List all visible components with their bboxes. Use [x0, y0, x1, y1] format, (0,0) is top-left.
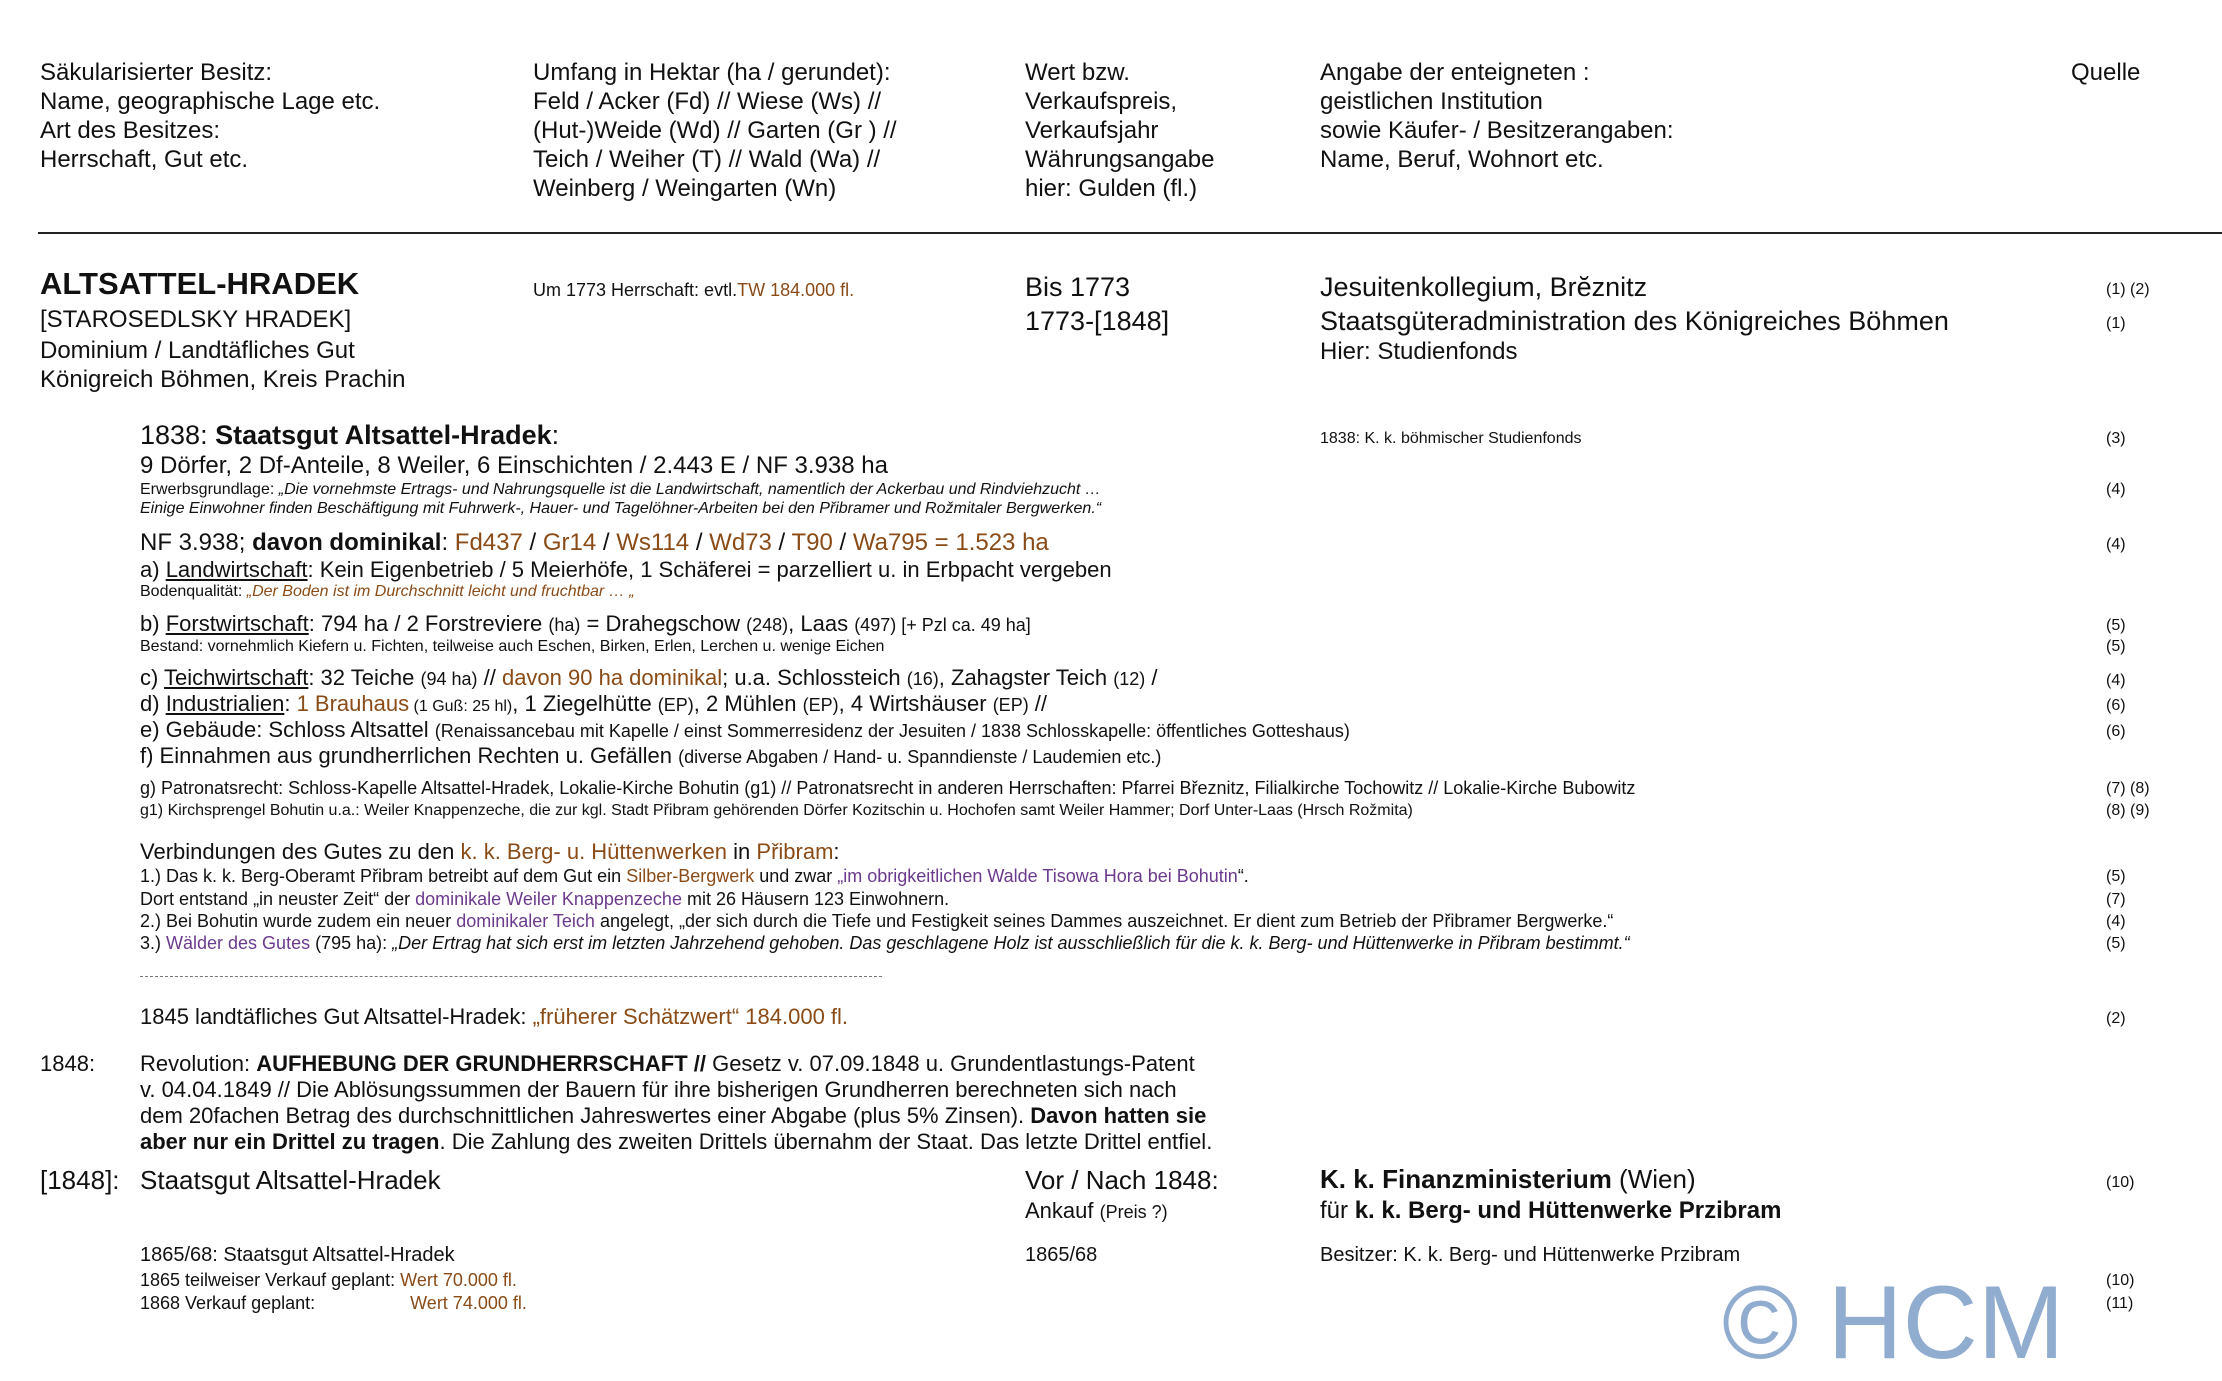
erwerb-quote: „Die vornehmste Ertrags- und Nahrungsquelle ist die Landwirtschaft, namentlich der Ackerbau und Rindviehzucht …: [278, 481, 1101, 498]
source-ref: (1): [2106, 315, 2126, 332]
source-ref: (4): [2106, 913, 2126, 930]
header-line: (Hut-)Weide (Wd) // Garten (Gr ) //: [533, 117, 897, 144]
dominikal: davon 90 ha dominikal: [501, 665, 723, 690]
dominikaler-teich: dominikaler Teich: [456, 911, 595, 931]
sep: /: [522, 529, 543, 556]
header-line: Name, geographische Lage etc.: [40, 88, 381, 115]
section-1848-year: 1848:: [40, 1051, 96, 1076]
source-ref: (5): [2106, 935, 2126, 952]
estate-name: Staatsgut Altsattel-Hradek: [215, 420, 552, 450]
source-ref: (7): [2106, 891, 2126, 908]
header-col-angabe: [1320, 58, 1674, 174]
item-label: Forstwirtschaft: [165, 611, 309, 636]
item-label: Teichwirtschaft: [164, 665, 309, 690]
pribram: Přibram: [756, 839, 834, 864]
source-ref: (5): [2106, 617, 2126, 634]
header-line: Verkaufspreis,: [1025, 88, 1178, 115]
item-text: e) Gebäude: Schloss Altsattel: [140, 717, 435, 742]
item-text: , 2 Mühlen: [693, 691, 803, 716]
item-f: [140, 743, 1161, 769]
erwerb-line-2: Einige Einwohner finden Beschäftigung mit Fuhrwerk-, Hauer- und Tagelöhner-Arbeiten bei den Přibramer und Rožmitaler Bergwerken.“: [140, 500, 1102, 517]
header-line: sowie Käufer- / Besitzerangaben:: [1320, 117, 1674, 144]
quote: „im obrigkeitlichen Walde Tisowa Hora bei Bohutin: [837, 866, 1238, 886]
bold-text: aber nur ein Drittel zu tragen: [140, 1129, 440, 1154]
period-1: Bis 1773: [1025, 272, 1131, 302]
header-divider: [38, 232, 2222, 234]
sep: /: [832, 529, 853, 556]
text: angelegt, „der sich durch die Tiefe und Festigkeit seines Dammes auszeichnet. Er dient zum Betrieb der Přibramer Bergwerke.“: [594, 911, 1614, 931]
item-label: Landwirtschaft: [165, 557, 308, 582]
source-ref: (3): [2106, 430, 2126, 447]
section-1838-stats: 9 Dörfer, 2 Df-Anteile, 8 Weiler, 6 Einschichten / 2.443 E / NF 3.938 ha: [140, 452, 888, 479]
berg-huettenwerke: k. k. Berg- und Hüttenwerke Przibram: [1354, 1197, 1782, 1224]
boden-label: Bodenqualität:: [140, 583, 247, 600]
text: 1.) Das k. k. Berg-Oberamt Přibram betreibt auf dem Gut ein: [140, 866, 627, 886]
owner-2: Staatsgüteradministration des Königreiches Böhmen: [1320, 306, 1949, 336]
text: Revolution:: [140, 1051, 257, 1076]
count: (12): [1113, 669, 1146, 689]
source-ref: (5): [2106, 868, 2126, 885]
section-1848b-name: Staatsgut Altsattel-Hradek: [140, 1165, 441, 1195]
item-g: g) Patronatsrecht: Schloss-Kapelle Altsattel-Hradek, Lokalie-Kirche Bohutin (g1) // Patronatsrecht in anderen Herrschaften: Pfarrei Březnitz, Filialkirche Tochowitz // Lokalie-Kirche Bubowitz: [140, 778, 1636, 798]
text: in: [727, 839, 757, 864]
header-line: Art des Besitzes:: [40, 117, 221, 144]
bestand-line: Bestand: vornehmlich Kiefern u. Fichten, teilweise auch Eschen, Birken, Erlen, Lerchen u. wenige Eichen: [140, 638, 885, 655]
item-c: [140, 665, 1158, 691]
section-1868-line2: [140, 1293, 527, 1314]
colon: :: [441, 529, 455, 556]
verbindungen-heading: [140, 839, 840, 865]
header-line: Teich / Weiher (T) // Wald (Wa) //: [533, 146, 881, 173]
header-col-besitz: [40, 58, 380, 174]
count: (248): [746, 615, 789, 635]
section-1848b-fuer: [1320, 1197, 1781, 1225]
item-text: , 4 Wirtshäuser: [838, 691, 993, 716]
ep: (EP): [802, 695, 839, 715]
line: [140, 1051, 1212, 1077]
header-line: Angabe der enteigneten :: [1320, 59, 1590, 86]
text: Verbindungen des Gutes zu den: [140, 839, 461, 864]
header-line: Säkularisierter Besitz:: [40, 59, 273, 86]
nf-gr: Gr14: [542, 529, 597, 556]
header-line: hier: Gulden (fl.): [1025, 175, 1198, 202]
line: [140, 1103, 1212, 1129]
entry-size: [533, 280, 854, 301]
sep: /: [689, 529, 710, 556]
text: 3.): [140, 933, 167, 953]
prefix: a): [140, 557, 166, 582]
entry-type: Dominium / Landtäfliches Gut: [40, 337, 355, 364]
header-line: Verkaufsjahr: [1025, 117, 1159, 144]
owner-3: Hier: Studienfonds: [1320, 338, 1518, 365]
source-ref: (5): [2106, 638, 2126, 655]
item-text: //: [1028, 691, 1048, 716]
text: 1845 landtäfliches Gut Altsattel-Hradek:: [140, 1004, 533, 1029]
schaetzwert: „früherer Schätzwert“ 184.000 fl.: [532, 1004, 849, 1029]
source-ref: (4): [2106, 536, 2126, 553]
wert: Wert 70.000 fl.: [400, 1270, 517, 1290]
count: (16): [906, 669, 939, 689]
text: 2.) Bei Bohutin wurde zudem ein neuer: [140, 911, 457, 931]
text: . Die Zahlung des zweiten Drittels übernahm der Staat. Das letzte Drittel entfiel.: [439, 1129, 1213, 1154]
boden-line: [140, 583, 634, 601]
section-1848-text: [140, 1051, 1212, 1155]
nf-wd: Wd73: [709, 529, 772, 556]
item-e: [140, 717, 1350, 743]
item-text: /: [1145, 665, 1158, 690]
header-col-quelle: Quelle: [2071, 59, 2141, 86]
section-1865-owner: Besitzer: K. k. Berg- und Hüttenwerke Przibram: [1320, 1244, 1741, 1266]
copyright-watermark: © HCM: [1722, 1265, 2065, 1381]
nf-line: [140, 529, 1049, 557]
header-line: Name, Beruf, Wohnort etc.: [1320, 146, 1604, 173]
year: 1838:: [140, 420, 216, 450]
erwerb-label: Erwerbsgrundlage:: [140, 481, 279, 498]
sep: /: [596, 529, 617, 556]
nf-total: = 1.523 ha: [934, 529, 1049, 556]
colon: :: [284, 691, 297, 716]
size-prefix: Um 1773 Herrschaft: evtl.: [533, 280, 738, 300]
colon: :: [551, 420, 560, 450]
verbindung-1b: [140, 889, 949, 910]
source-ref: (2): [2106, 1010, 2126, 1027]
quote: „Der Ertrag hat sich erst im letzten Jahrzehend gehoben. Das geschlagene Holz ist ausschließlich für die k. k. Berg- und Hüttenwerke in Přibram bestimmt.“: [392, 933, 1630, 953]
berg-huettenwerke: k. k. Berg- u. Hüttenwerken: [460, 839, 728, 864]
source-ref: (10): [2106, 1174, 2135, 1191]
sep: /: [771, 529, 792, 556]
source-ref: (4): [2106, 481, 2126, 498]
item-text: //: [477, 665, 502, 690]
item-text: , 1 Ziegelhütte: [512, 691, 658, 716]
ep: (EP): [657, 695, 694, 715]
line: [140, 1129, 1212, 1155]
header-col-umfang: [533, 58, 897, 203]
section-1865-line1: [140, 1270, 517, 1291]
text: für: [1320, 1197, 1355, 1224]
item-detail: (diverse Abgaben / Hand- u. Spanndienste / Laudemien etc.): [678, 747, 1162, 767]
text: dem 20fachen Betrag des durchschnittlichen Jahreswertes einer Abgabe (plus 5% Zinsen).: [140, 1103, 1031, 1128]
wert: Wert 74.000 fl.: [410, 1293, 527, 1313]
prefix: d): [140, 691, 166, 716]
section-1848b-period: Vor / Nach 1848:: [1025, 1165, 1219, 1195]
source-ref: (6): [2106, 697, 2126, 714]
entry-title: ALTSATTEL-HRADEK: [40, 266, 360, 301]
owner-1: Jesuitenkollegium, Brĕznitz: [1320, 272, 1648, 302]
section-1838-owner: 1838: K. k. böhmischer Studienfonds: [1320, 430, 1582, 447]
section-1865-title: 1865/68: Staatsgut Altsattel-Hradek: [140, 1244, 455, 1266]
verbindung-3: [140, 933, 1630, 954]
text: und zwar: [754, 866, 838, 886]
source-ref: (7) (8): [2106, 780, 2150, 797]
item-text: , Laas: [788, 611, 855, 636]
source-ref: (1) (2): [2106, 281, 2150, 298]
item-detail: (Renaissancebau mit Kapelle / einst Sommerresidenz der Jesuiten / 1838 Schlosskapelle: öffentliches Gotteshaus): [434, 721, 1350, 741]
waelder: Wälder des Gutes: [166, 933, 311, 953]
item-text: : 32 Teiche: [308, 665, 421, 690]
source-ref: (11): [2106, 1295, 2134, 1312]
header-col-wert: [1025, 58, 1214, 203]
header-line: Umfang in Hektar (ha / gerundet):: [533, 59, 891, 86]
section-1845: [140, 1004, 848, 1030]
nf-t: T90: [791, 529, 833, 556]
count: (94 ha): [420, 669, 478, 689]
text: 1868 Verkauf geplant:: [140, 1293, 321, 1313]
brauhaus: 1 Brauhaus: [296, 691, 410, 716]
dashed-separator: [140, 976, 882, 977]
section-1848b-owner: [1320, 1164, 1696, 1195]
section-1838-heading: [140, 420, 559, 451]
nf-ws: Ws114: [616, 529, 690, 556]
item-b: [140, 611, 1031, 637]
boden-quote: „Der Boden ist im Durchschnitt leicht und fruchtbar … „: [246, 583, 635, 600]
ep: (EP): [992, 695, 1029, 715]
item-label: Industrialien: [165, 691, 285, 716]
header-line: Weinberg / Weingarten (Wn): [533, 175, 837, 202]
knappenzeche: dominikale Weiler Knappenzeche: [415, 889, 682, 909]
nf-wa: Wa795: [852, 529, 928, 556]
item-text: , Zahagster Teich: [938, 665, 1114, 690]
section-1865-period: 1865/68: [1025, 1244, 1098, 1266]
extra: [+ Pzl ca. 49 ha]: [896, 615, 1031, 635]
text: 1865 teilweiser Verkauf geplant:: [140, 1270, 401, 1290]
text: “.: [1237, 866, 1249, 886]
erwerb-line-1: [140, 481, 1101, 499]
text: Gesetz v. 07.09.1848 u. Grundentlastungs-Patent: [705, 1051, 1195, 1076]
header-line: Feld / Acker (Fd) // Wiese (Ws) //: [533, 88, 882, 115]
source-ref: (4): [2106, 672, 2126, 689]
aufhebung: AUFHEBUNG DER GRUNDHERRSCHAFT //: [256, 1051, 706, 1076]
bold-text: Davon hatten sie: [1030, 1103, 1207, 1128]
source-ref: (6): [2106, 723, 2126, 740]
item-text: : 794 ha / 2 Forstreviere: [308, 611, 549, 636]
guss: (1 Guß: 25 hl): [409, 698, 513, 715]
line: v. 04.04.1849 // Die Ablösungssummen der Bauern für ihre bisherigen Grundherren berechneten sich nach: [140, 1077, 1177, 1102]
text: mit 26 Häusern 123 Einwohnern.: [681, 889, 950, 909]
nf-fd: Fd437: [454, 529, 523, 556]
entry-alt-name: [STAROSEDLSKY HRADEK]: [40, 306, 352, 333]
nf-prefix: NF 3.938;: [140, 529, 253, 556]
header-line: Herrschaft, Gut etc.: [40, 146, 249, 173]
preis: (Preis ?): [1099, 1202, 1168, 1222]
nf-dominikal: davon dominikal: [252, 529, 442, 556]
header-line: Währungsangabe: [1025, 146, 1215, 173]
header-line: geistlichen Institution: [1320, 88, 1543, 115]
text: (795 ha):: [310, 933, 393, 953]
finanzministerium: K. k. Finanzministerium: [1320, 1164, 1612, 1194]
verbindung-1: [140, 866, 1249, 887]
section-1848b-ankauf: [1025, 1198, 1168, 1224]
silber-bergwerk: Silber-Bergwerk: [626, 866, 755, 886]
item-d: [140, 691, 1047, 717]
period-2: 1773-[1848]: [1025, 306, 1170, 336]
item-a: [140, 557, 1112, 583]
text: :: [833, 839, 840, 864]
item-text: ; u.a. Schlossteich: [722, 665, 907, 690]
header-line: Wert bzw.: [1025, 59, 1130, 86]
prefix: c): [140, 665, 165, 690]
text: Ankauf: [1025, 1198, 1100, 1223]
text: (Wien): [1611, 1164, 1696, 1194]
verbindung-2: [140, 911, 1613, 932]
size-value: TW 184.000 fl.: [737, 280, 855, 300]
entry-location: Königreich Böhmen, Kreis Prachin: [40, 366, 406, 393]
source-ref: (8) (9): [2106, 802, 2150, 819]
item-text: f) Einnahmen aus grundherrlichen Rechten u. Gefällen: [140, 743, 679, 768]
item-text: : Kein Eigenbetrieb / 5 Meierhöfe, 1 Schäferei = parzelliert u. in Erbpacht vergeben: [307, 557, 1112, 582]
source-ref: (10): [2106, 1272, 2135, 1289]
unit: (ha): [548, 615, 581, 635]
section-1848b-year: [1848]:: [40, 1165, 120, 1195]
prefix: b): [140, 611, 166, 636]
item-g1: g1) Kirchsprengel Bohutin u.a.: Weiler Knappenzeche, die zur kgl. Stadt Přibram gehörenden Dörfer Kozitschin u. Hochofen samt Weiler Hammer; Dorf Unter-Laas (Hrsch Rožmita): [140, 802, 1413, 819]
text: Dort entstand „in neuster Zeit“ der: [140, 889, 416, 909]
count: (497): [854, 615, 897, 635]
item-text: = Drahegschow: [580, 611, 747, 636]
